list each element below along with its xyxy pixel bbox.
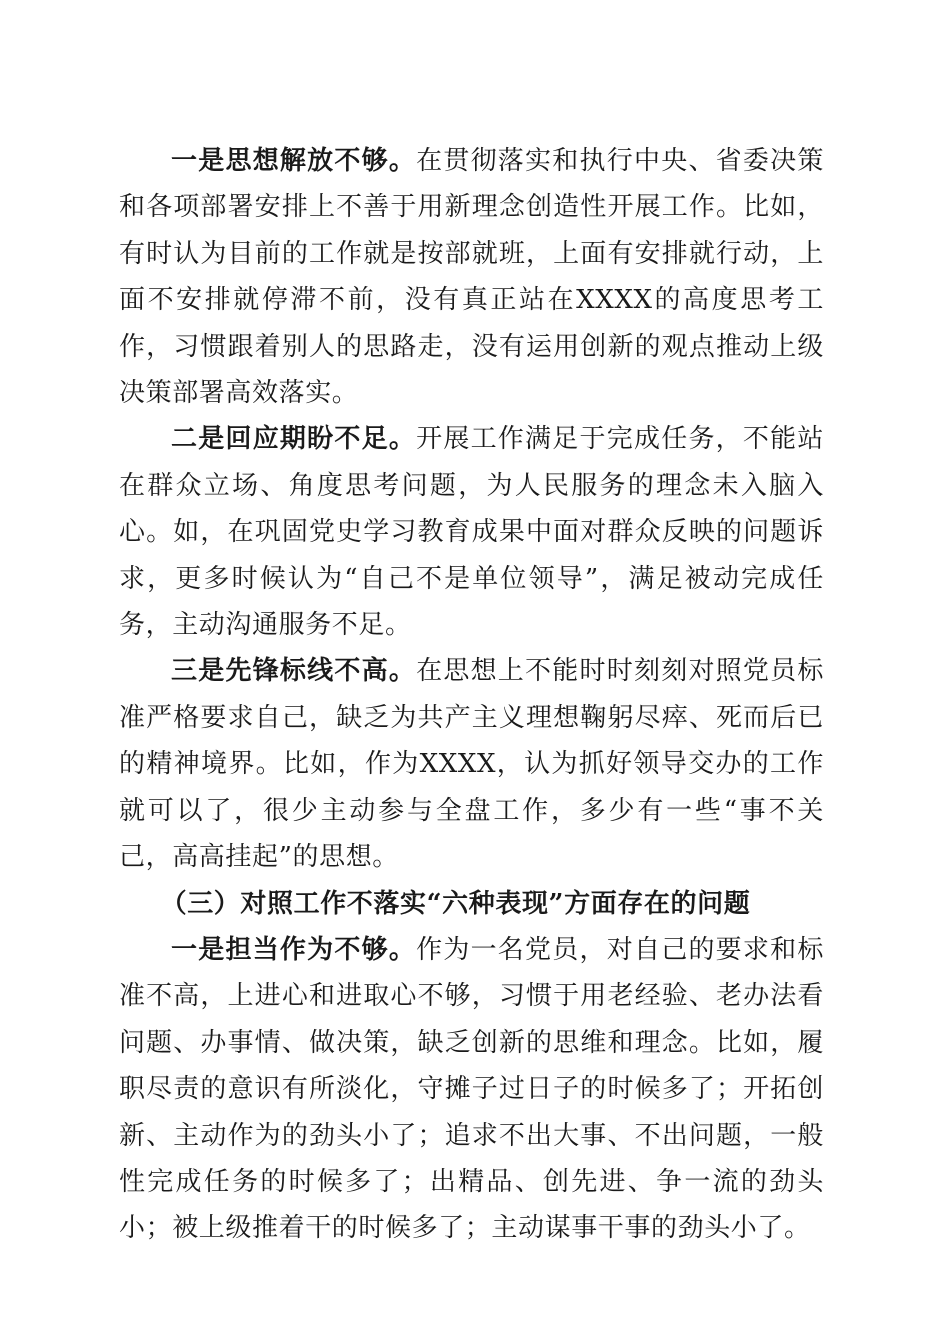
document-page xyxy=(119,138,824,1252)
paragraph-body: 在贯彻落实和执行中央、省委决策和各项部署安排上不善于用新理念创造性开展工作。比如，有时认为目前的工作就是按部就班，上面有安排就行动，上面不安排就停滞不前，没有真正站在XXXX的高度思考工作，习惯跟着别人的思路走，没有运用创新的观点推动上级决策部署高效落实。 xyxy=(119,146,824,409)
paragraph-responsibility xyxy=(119,927,824,1252)
paragraph-lead: 一是思想解放不够。 xyxy=(171,146,417,176)
paragraph-lead: 一是担当作为不够。 xyxy=(171,934,417,965)
paragraph-lead: 二是回应期盼不足。 xyxy=(171,424,417,455)
paragraph-thought-liberation xyxy=(119,138,824,416)
paragraph-lead: 三是先锋标线不高。 xyxy=(171,656,417,687)
section-heading: （三）对照工作不落实“六种表现”方面存在的问题 xyxy=(160,888,751,919)
paragraph-body: 在思想上不能时时刻刻对照党员标准严格要求自己，缺乏为共产主义理想鞠躬尽瘁、死而后已的精神境界。比如，作为XXXX，认为抓好领导交办的工作就可以了，很少主动参与全盘工作，多少有一些“事不关己，高高挂起”的思想。 xyxy=(119,656,824,873)
paragraph-body: 开展工作满足于完成任务，不能站在群众立场、角度思考问题，为人民服务的理念未入脑入心。如，在巩固党史学习教育成果中面对群众反映的问题诉求，更多时候认为“自己不是单位领导”，满足被动完成任务，主动沟通服务不足。 xyxy=(119,424,824,641)
paragraph-response-expectations xyxy=(119,416,824,648)
paragraph-vanguard-standard xyxy=(119,648,824,880)
paragraph-body: 作为一名党员，对自己的要求和标准不高，上进心和进取心不够，习惯于用老经验、老办法看问题、办事情、做决策，缺乏创新的思维和理念。比如，履职尽责的意识有所淡化，守摊子过日子的时候多了；开拓创新、主动作为的劲头小了；追求不出大事、不出问题，一般性完成任务的时候多了；出精品、创先进、争一流的劲头小；被上级推着干的时候多了；主动谋事干事的劲头小了。 xyxy=(119,934,824,1244)
